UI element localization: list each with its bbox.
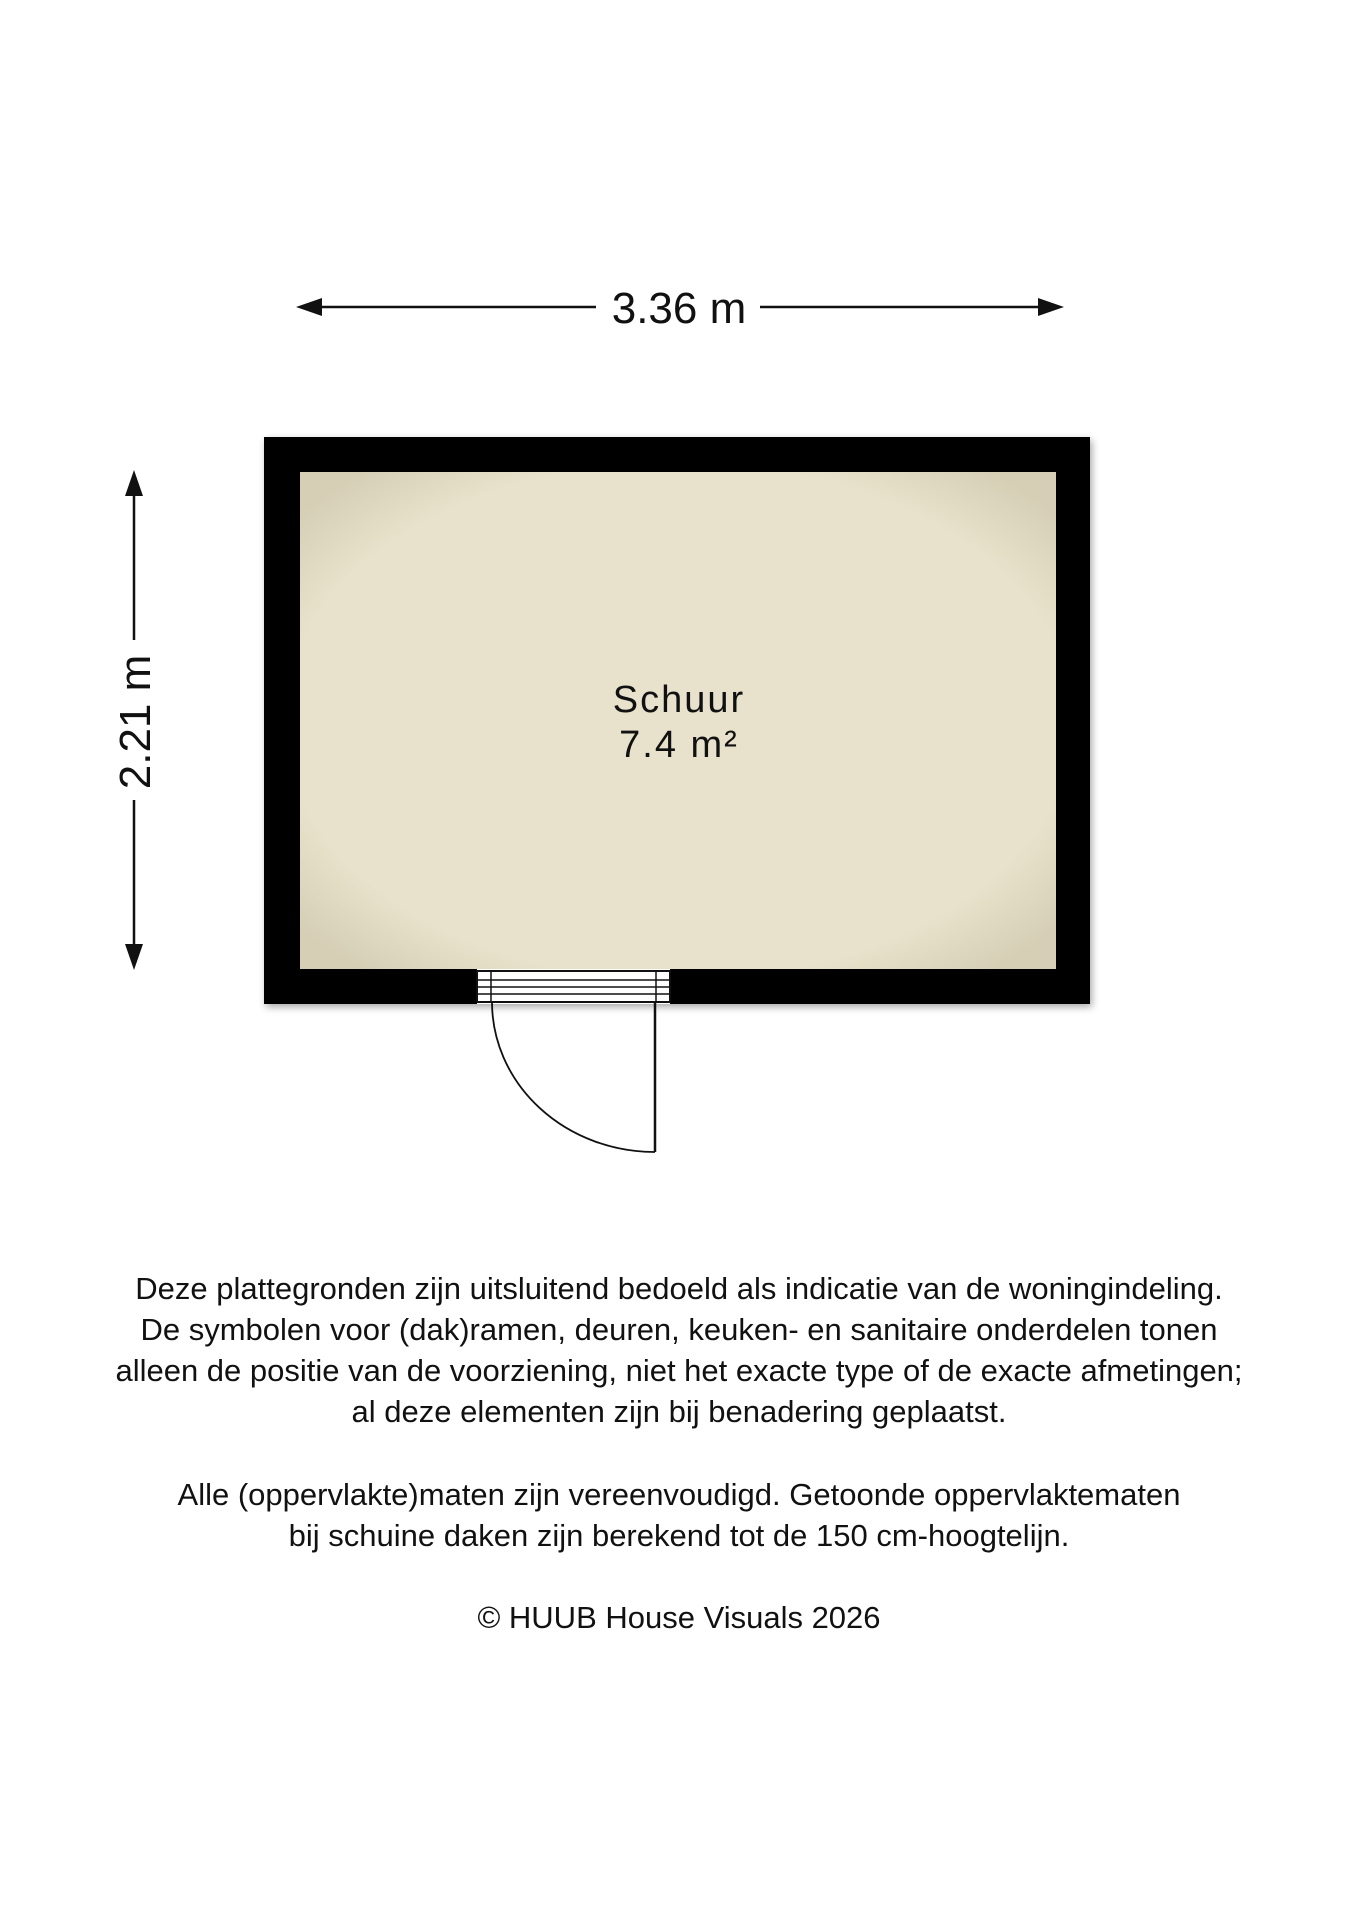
- width-dimension: [296, 284, 1064, 333]
- room-name: Schuur: [612, 679, 746, 721]
- arrow-down-icon: [125, 944, 143, 970]
- disclaimer-line: Alle (oppervlakte)maten zijn vereenvoudigd. Getoonde oppervlaktematen: [177, 1477, 1181, 1512]
- room-area: 7.4 m²: [619, 724, 739, 766]
- door-swing-arc: [492, 1002, 655, 1152]
- copyright-text: © HUUB House Visuals 2026: [477, 1600, 881, 1635]
- copyright-notice: [0, 1597, 1358, 1638]
- door: [477, 969, 670, 1152]
- arrow-up-icon: [125, 470, 143, 496]
- disclaimer-line: De symbolen voor (dak)ramen, deuren, keuken- en sanitaire onderdelen tonen: [140, 1312, 1218, 1347]
- disclaimer-line: al deze elementen zijn bij benadering geplaatst.: [351, 1394, 1007, 1429]
- height-dimension-label: 2.21 m: [111, 654, 160, 790]
- width-dimension-label: 3.36 m: [611, 284, 747, 333]
- disclaimer-paragraph-1: [0, 1268, 1358, 1432]
- height-dimension: [111, 470, 160, 970]
- disclaimer-line: Deze plattegronden zijn uitsluitend bedoeld als indicatie van de woningindeling.: [135, 1271, 1223, 1306]
- arrow-left-icon: [296, 298, 322, 316]
- disclaimer-line: alleen de positie van de voorziening, niet het exacte type of de exacte afmetingen;: [115, 1353, 1243, 1388]
- disclaimer-line: bij schuine daken zijn berekend tot de 150 cm-hoogtelijn.: [288, 1518, 1070, 1553]
- disclaimer-paragraph-2: [0, 1474, 1358, 1556]
- arrow-right-icon: [1038, 298, 1064, 316]
